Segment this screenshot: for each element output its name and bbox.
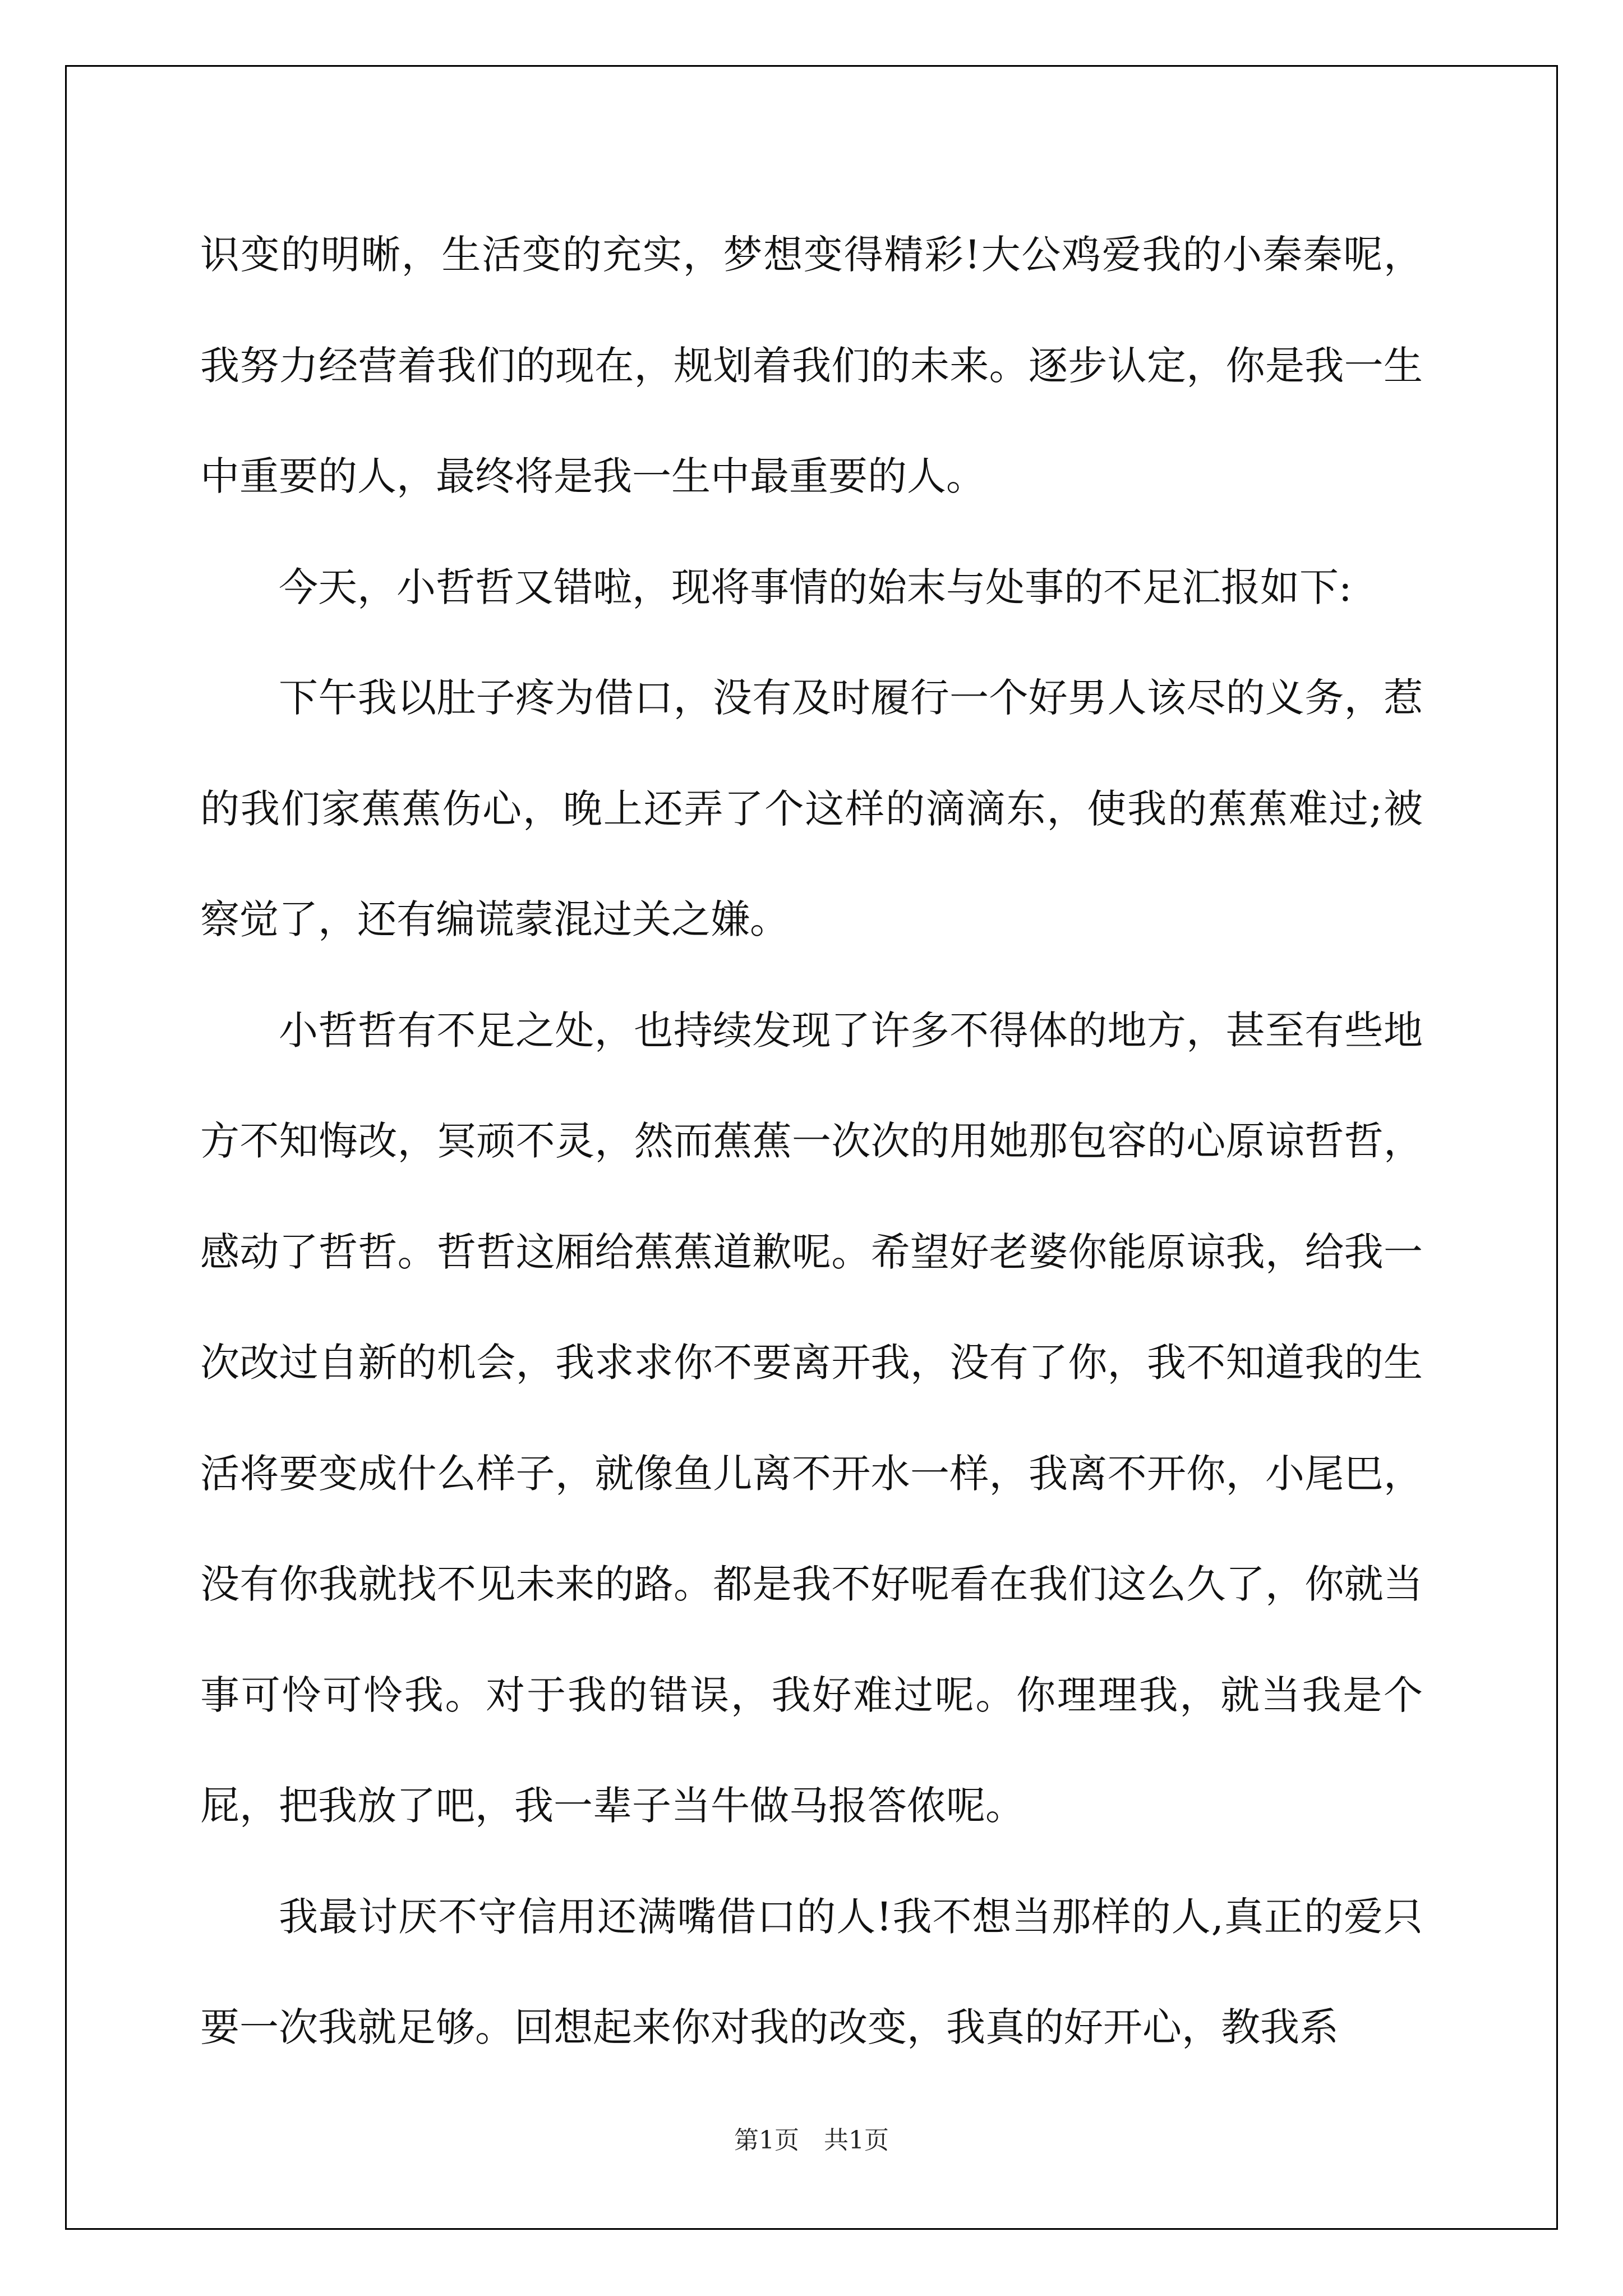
paragraph-3: 下午我以肚子疼为借口，没有及时履行一个好男人该尽的义务，惹的我们家蕉蕉伤心，晚上还弄了个这样的滴滴东，使我的蕉蕉难过;被察觉了，还有编谎蒙混过关之嫌。 [200, 675, 1423, 942]
paragraph-1: 识变的明晰，生活变的充实，梦想变得精彩!大公鸡爱我的小秦秦呢，我努力经营着我们的现在，规划着我们的未来。逐步认定，你是我一生中重要的人，最终将是我一生中最重要的人。 [200, 232, 1423, 499]
paragraph-5: 我最讨厌不守信用还满嘴借口的人!我不想当那样的人,真正的爱只要一次我就足够。回想起来你对我的改变，我真的好开心，教我系 [200, 1893, 1423, 2050]
page-number-total: 共1页 [824, 2126, 889, 2155]
document-body [200, 200, 1423, 2083]
page-number-current: 第1页 [734, 2126, 799, 2155]
paragraph-4: 小哲哲有不足之处，也持续发现了许多不得体的地方，甚至有些地方不知悔改，冥顽不灵，然而蕉蕉一次次的用她那包容的心原谅哲哲，感动了哲哲。哲哲这厢给蕉蕉道歉呢。希望好老婆你能原谅我，给我一次改过自新的机会，我求求你不要离开我，没有了你，我不知道我的生活将要变成什么样子，就像鱼儿离不开水一样，我离不开你，小尾巴，没有你我就找不见未来的路。都是我不好呢看在我们这么久了，你就当事可怜可怜我。对于我的错误，我好难过呢。你理理我，就当我是个屁，把我放了吧，我一辈子当牛做马报答侬呢。 [200, 1007, 1423, 1829]
page-footer [0, 2125, 1623, 2156]
paragraph-2: 今天，小哲哲又错啦，现将事情的始末与处事的不足汇报如下: [279, 564, 1352, 610]
